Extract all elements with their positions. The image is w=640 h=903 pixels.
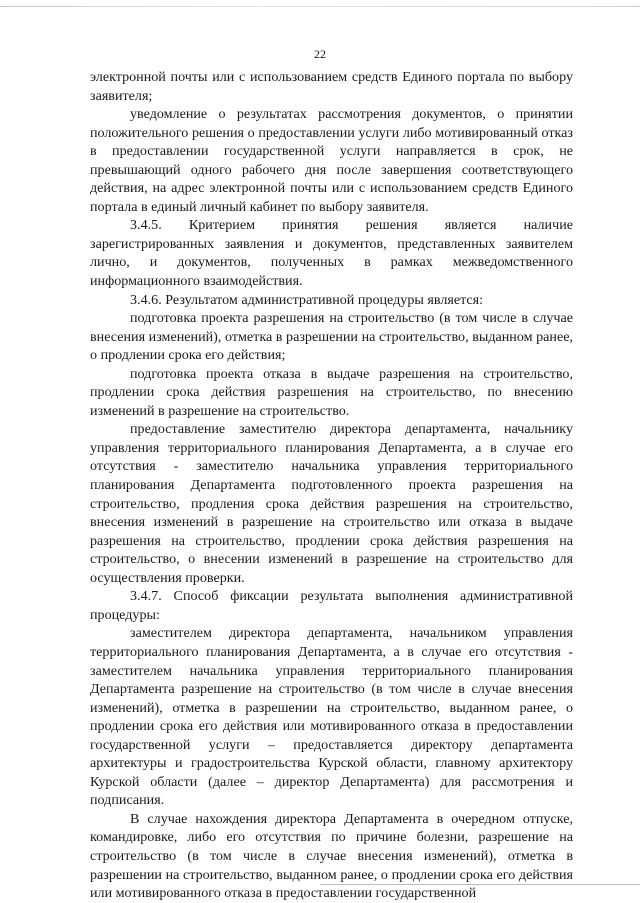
paragraph: предоставление заместителю директора департамента, начальнику управления территориального планирования Департамента, а в случае его отсутствия - заместителю начальника управления территориального планирования Департамента подготовленного проекта разрешения на строительство, продления срока действия разрешения на строительство, внесения изменений в разрешение на строительство или отказа в выдаче разрешения на строительство, продлении срока действия разрешения на строительство, о внесении изменений в разрешение на строительство для осуществления проверки. [90,421,573,586]
paragraph: подготовка проекта отказа в выдаче разрешения на строительство, продлении срока действия разрешения на строительство, по внесению изменений в разрешение на строительство. [90,365,573,419]
paragraph: заместителем директора департамента, начальником управления территориального планирования Департамента, а в случае его отсутствия - заместителем начальника управления территориального планирования Департамента разрешение на строительство (в том числе в случае внесения изменений), отметка в разрешении на строительство, выданном ранее, о продлении срока его действия или мотивированного отказа в предоставлении государственной услуги – предоставляется директору департамента архитектуры и градостроительства Курской области, главному архитектору Курской области (далее – директор Департамента) для рассмотрения и подписания. [90,625,573,809]
paragraph-3-4-6: 3.4.6. Результатом административной процедуры является: [130,291,484,308]
scan-top-edge [0,6,640,7]
paragraph-3-4-7: 3.4.7. Способ фиксации результата выполнения административной процедуры: [90,588,573,623]
paragraph-3-4-5: 3.4.5. Критерием принятия решения является наличие зарегистрированных заявления и документов, представленных заявителем лично, и документов, полученных в рамках межведомственного информационного взаимодействия. [90,217,573,290]
paragraph: подготовка проекта разрешения на строительство (в том числе в случае внесения изменений), отметка в разрешении на строительство, выданном ранее, о продлении срока его действия; [90,310,573,364]
paragraph: В случае нахождения директора Департамента в очередном отпуске, командировке, либо его отсутствия по причине болезни, разрешение на строительство (в том числе в случае внесения изменений), отметка в разрешении на строительство, выданном ранее, о продлении срока его действия или мотивированного отказа в предоставлении государственной [90,810,573,902]
paragraph: электронной почты или с использованием средств Единого портала по выбору заявителя; [90,69,573,104]
paragraph: уведомление о результатах рассмотрения документов, о принятии положительного решения о предоставлении услуги либо мотивированный отказ в предоставлении государственной услуги направляется в срок, не превышающий одного рабочего дня после завершения соответствующего действия, на адрес электронной почты или с использованием средств Единого портала в единый личный кабинет по выбору заявителя. [90,106,573,215]
document-body [90,68,573,903]
scan-bottom-edge [320,884,640,885]
page-number: 22 [314,47,326,61]
